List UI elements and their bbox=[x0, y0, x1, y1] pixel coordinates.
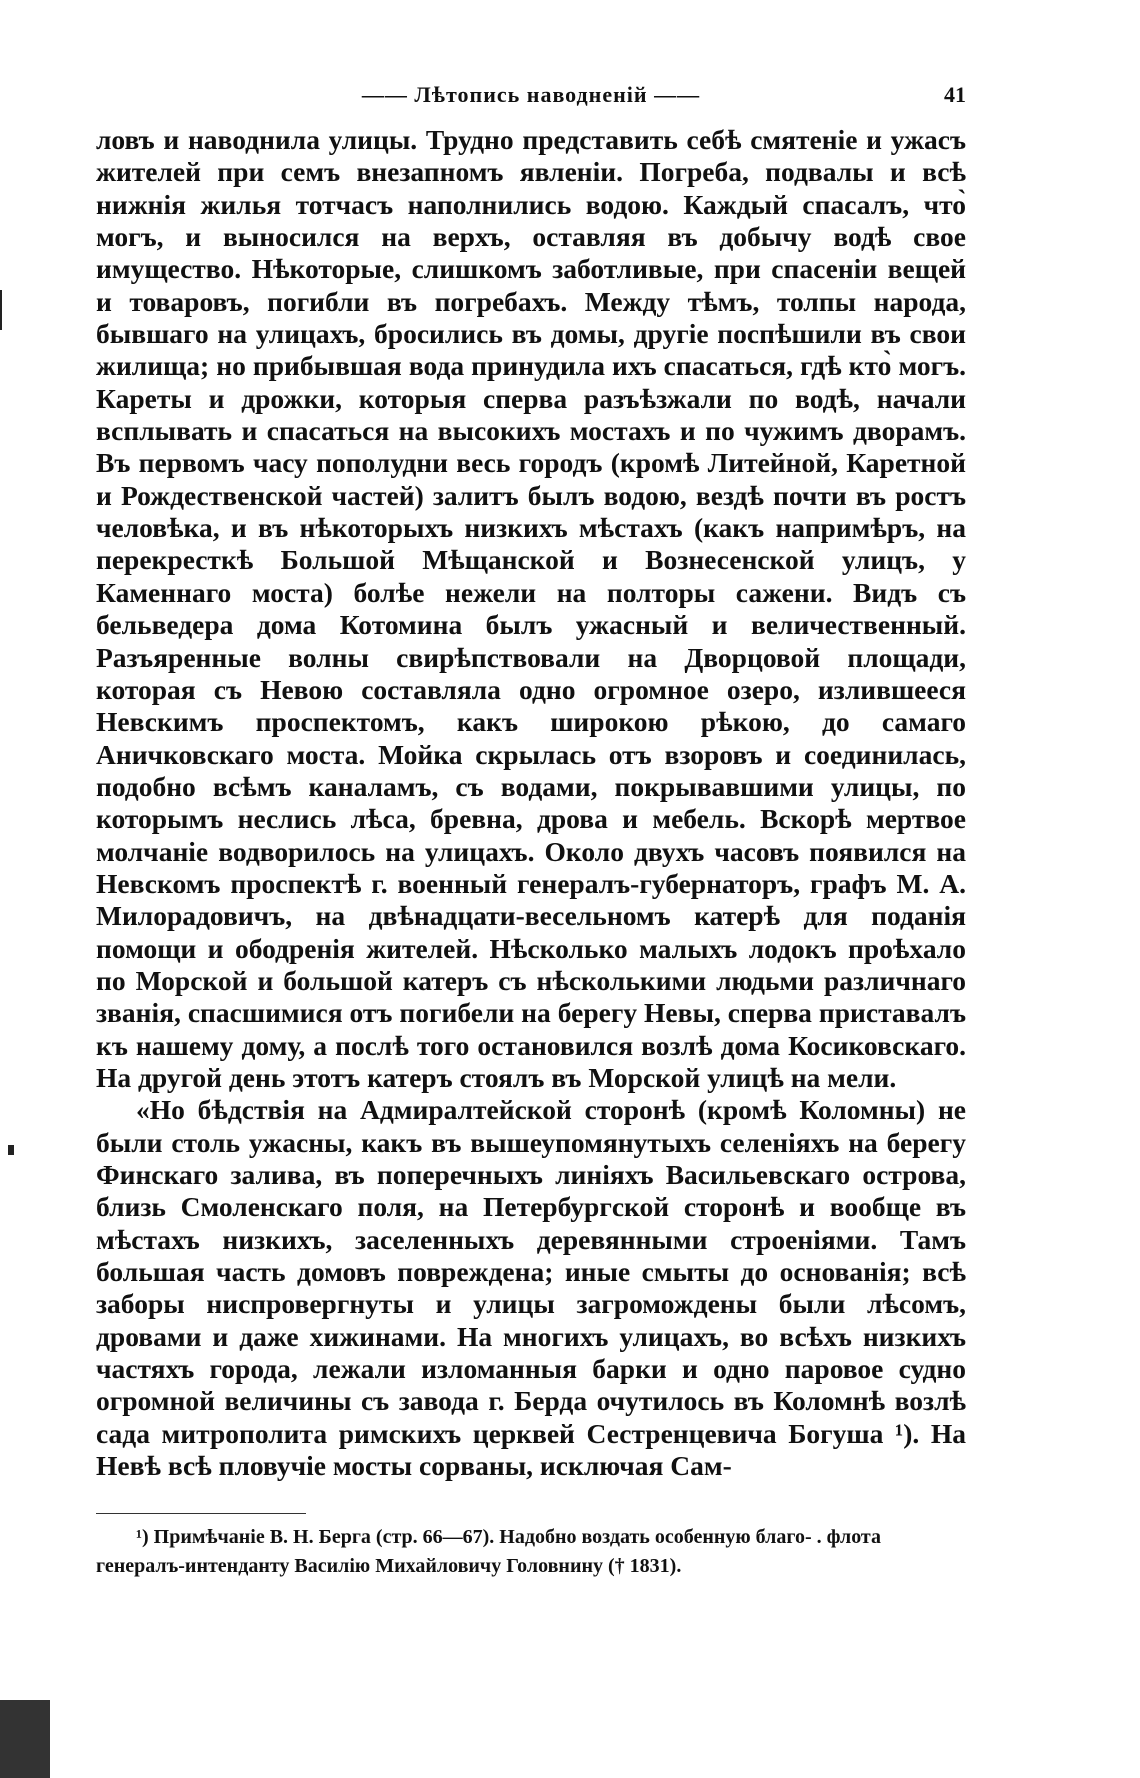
paragraph: «Но бѣдствія на Адмиралтейской сторонѣ (кромѣ Коломны) не были столь ужасны, какъ въ вышеупомянутыхъ селеніяхъ на берегу Финскаго залива, въ поперечныхъ линіяхъ Васильевскаго острова, близь Смоленскаго поля, на Петербургской сторонѣ и вообще въ мѣстахъ низкихъ, заселенныхъ деревянными строеніями. Тамъ большая часть домовъ повреждена; иные смыты до основанія; всѣ заборы ниспровергнуты и улицы загромождены были лѣсомъ, дровами и даже хижинами. На многихъ улицахъ, во всѣхъ низкихъ частяхъ города, лежали изломанныя барки и одно паровое судно огромной величины съ завода г. Берда очутилось въ Коломнѣ возлѣ сада митрополита римскихъ церквей Сестренцевича Богуша ¹). На Невѣ всѣ пловучіе мосты сорваны, исключая Сам- bbox=[96, 1094, 966, 1482]
scan-mark bbox=[8, 1145, 14, 1155]
scan-mark bbox=[0, 1700, 50, 1778]
footnote bbox=[96, 1523, 966, 1581]
main-text bbox=[96, 124, 966, 1482]
paragraph: ловъ и наводнила улицы. Трудно представить себѣ смятеніе и ужасъ жителей при семъ внезапномъ явленіи. Погреба, подвалы и всѣ нижнія жилья тотчасъ наполнились водою. Каждый спасалъ, что̀ могъ, и выносился на верхъ, оставляя въ добычу водѣ свое имущество. Нѣкоторые, слишкомъ заботливые, при спасеніи вещей и товаровъ, погибли въ погребахъ. Между тѣмъ, толпы народа, бывшаго на улицахъ, бросились въ домы, другіе поспѣшили въ свои жилища; но прибывшая вода принудила ихъ спасаться, гдѣ кто̀ могъ. Кареты и дрожки, которыя сперва разъѣзжали по водѣ, начали всплывать и спасаться на высокихъ мостахъ и по чужимъ дворамъ. Въ первомъ часу пополудни весь городъ (кромѣ Литейной, Каретной и Рождественской частей) залитъ былъ водою, вездѣ почти въ ростъ человѣка, и въ нѣкоторыхъ низкихъ мѣстахъ (какъ напримѣръ, на перекресткѣ Большой Мѣщанской и Вознесенской улицъ, у Каменнаго моста) болѣе нежели на полторы сажени. Видъ съ бельведера дома Котомина былъ ужасный и величественный. Разъяренные волны свирѣпствовали на Дворцовой площади, которая съ Невою составляла одно огромное озеро, излившееся Невскимъ проспектомъ, какъ широкою рѣкою, до самаго Аничковскаго моста. Мойка скрылась отъ взоровъ и соединилась, подобно всѣмъ каналамъ, съ водами, покрывавшими улицы, по которымъ неслись лѣса, бревна, дрова и мебель. Вскорѣ мертвое молчаніе водворилось на улицахъ. Около двухъ часовъ появился на Невскомъ проспектѣ г. военный генералъ-губернаторъ, графъ М. А. Милорадовичъ, на двѣнадцати-весельномъ катерѣ для поданія помощи и ободренія жителей. Нѣсколько малыхъ лодокъ проѣхало по Морской и большой катеръ съ нѣсколькими людьми различнаго званія, спасшимися отъ погибели на берегу Невы, сперва приставалъ къ нашему дому, а послѣ того остановился возлѣ дома Косиковскаго. На другой день этотъ катеръ стоялъ въ Морской улицѣ на мели. bbox=[96, 124, 966, 1093]
footnote-text: ¹) Примѣчаніе В. Н. Берга (стр. 66—67). Надобно воздать особенную благо- . флота генералъ-интенданту Василію Михайловичу Головнину († 1831). bbox=[96, 1526, 881, 1577]
footnote-rule bbox=[96, 1513, 306, 1514]
scan-mark bbox=[0, 290, 2, 330]
running-title: —— Лѣтопись наводненій —— bbox=[361, 82, 701, 107]
page-number: 41 bbox=[944, 82, 966, 107]
running-header bbox=[96, 78, 966, 118]
